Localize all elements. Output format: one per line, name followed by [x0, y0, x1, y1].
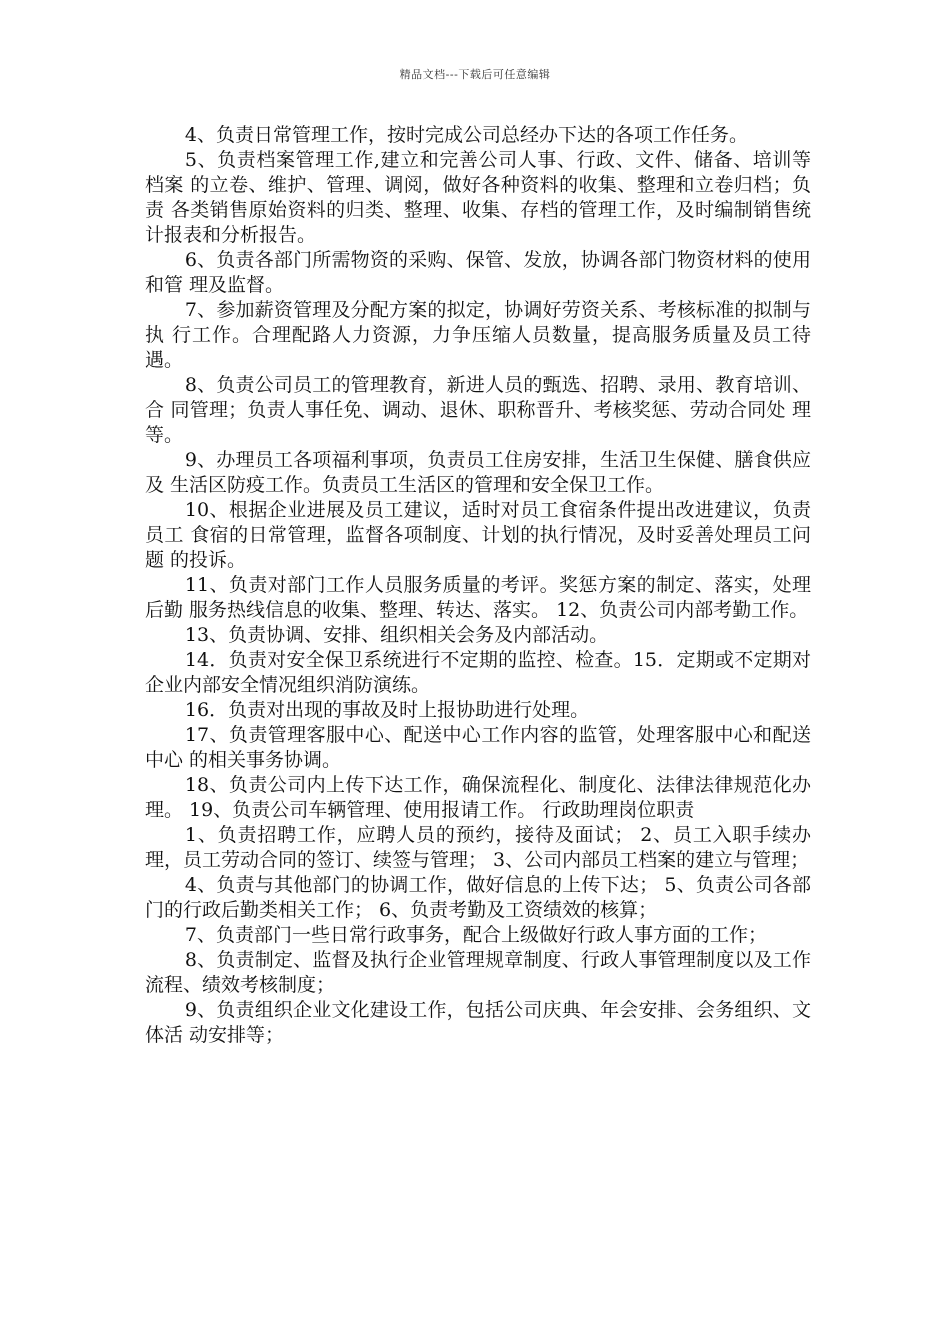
paragraph: 1、负责招聘工作，应聘人员的预约，接待及面试； 2、员工入职手续办理，员工劳动合同的签订、续签与管理； 3、公司内部员工档案的建立与管理； — [145, 824, 811, 871]
paragraph: 18、负责公司内上传下达工作，确保流程化、制度化、法律法律规范化办理。 19、负责公司车辆管理、使用报请工作。 行政助理岗位职责 — [145, 774, 811, 821]
paragraph: 14．负责对安全保卫系统进行不定期的监控、检查。15．定期或不定期对 企业内部安全情况组织消防演练。 — [145, 649, 811, 696]
paragraph: 9、办理员工各项福利事项，负责员工住房安排，生活卫生保健、膳食供应及 生活区防疫工作。负责员工生活区的管理和安全保卫工作。 — [145, 449, 811, 496]
paragraph: 10、根据企业进展及员工建议，适时对员工食宿条件提出改进建议，负责员工 食宿的日常管理，监督各项制度、计划的执行情况，及时妥善处理员工问题 的投诉。 — [145, 499, 811, 571]
paragraph: 9、负责组织企业文化建设工作，包括公司庆典、年会安排、会务组织、文体活 动安排等； — [145, 999, 811, 1046]
document-body — [145, 123, 811, 1048]
paragraph: 6、负责各部门所需物资的采购、保管、发放，协调各部门物资材料的使用和管 理及监督。 — [145, 249, 811, 296]
paragraph: 7、负责部门一些日常行政事务，配合上级做好行政人事方面的工作； — [184, 924, 767, 946]
paragraph: 8、负责公司员工的管理教育，新进人员的甄选、招聘、录用、教育培训、合 同管理；负责人事任免、调动、退休、职称晋升、考核奖惩、劳动合同处 理等。 — [145, 374, 811, 446]
paragraph: 4、负责日常管理工作，按时完成公司总经办下达的各项工作任务。 — [184, 124, 748, 146]
paragraph: 5、负责档案管理工作,建立和完善公司人事、行政、文件、储备、培训等档案 的立卷、维护、管理、调阅，做好各种资料的收集、整理和立卷归档；负责 各类销售原始资料的归类、整理、收集、存档的管理工作，及时编制销售统 计报表和分析报告。 — [145, 149, 811, 246]
paragraph: 13、负责协调、安排、组织相关会务及内部活动。 — [184, 624, 609, 646]
page-header: 精品文档---下载后可任意编辑 — [399, 68, 551, 81]
paragraph: 8、负责制定、监督及执行企业管理规章制度、行政人事管理制度以及工作流程、绩效考核制度； — [145, 949, 811, 996]
paragraph: 11、负责对部门工作人员服务质量的考评。奖惩方案的制定、落实，处理后勤 服务热线信息的收集、整理、转达、落实。 12、负责公司内部考勤工作。 — [145, 574, 811, 621]
paragraph: 16．负责对出现的事故及时上报协助进行处理。 — [184, 699, 590, 721]
paragraph: 17、负责管理客服中心、配送中心工作内容的监管，处理客服中心和配送中心 的相关事务协调。 — [145, 724, 811, 771]
paragraph: 4、负责与其他部门的协调工作，做好信息的上传下达； 5、负责公司各部门的行政后勤类相关工作； 6、负责考勤及工资绩效的核算； — [145, 874, 811, 921]
paragraph: 7、参加薪资管理及分配方案的拟定，协调好劳资关系、考核标准的拟制与执 行工作。合理配路人力资源，力争压缩人员数量，提高服务质量及员工待 遇。 — [145, 299, 811, 371]
